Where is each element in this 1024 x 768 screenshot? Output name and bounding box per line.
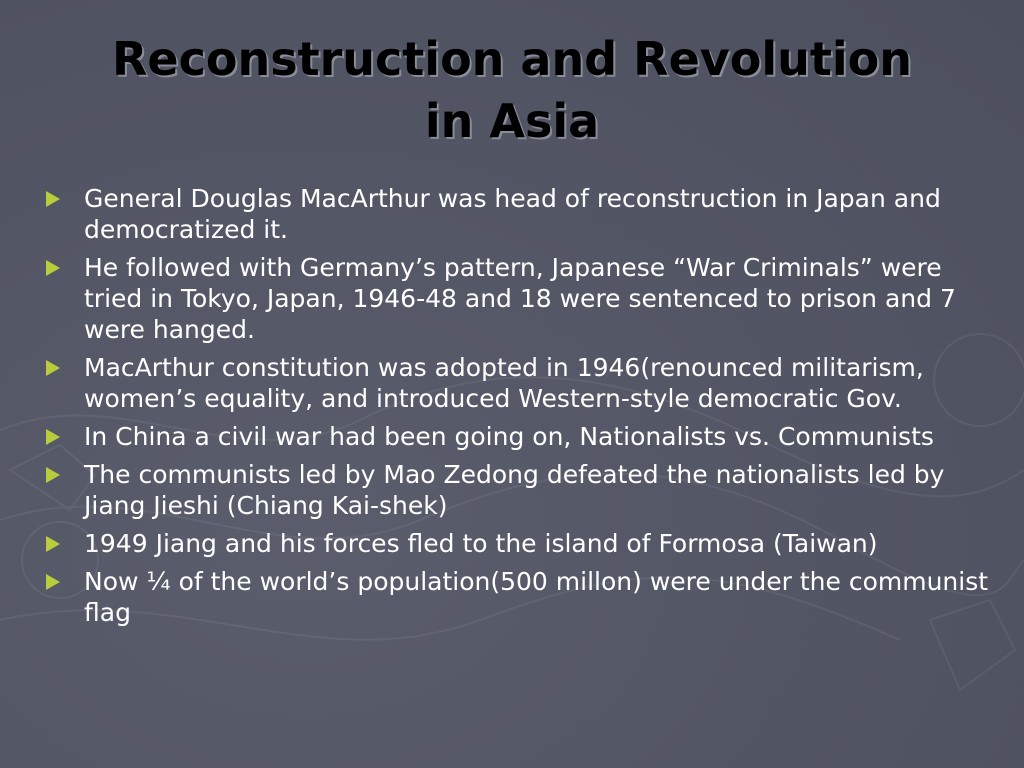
bullet-item (40, 566, 990, 628)
bullet-item (40, 252, 990, 345)
bullet-list (40, 183, 990, 635)
bullet-item (40, 459, 990, 521)
bullet-text: Now ¼ of the world’s population(500 millon) were under the communist flag (84, 567, 989, 627)
bullet-item (40, 528, 990, 559)
triangle-right-icon (46, 536, 60, 552)
bullet-text: The communists led by Mao Zedong defeated the nationalists led by Jiang Jieshi (Chiang Kai-shek) (84, 460, 945, 520)
triangle-right-icon (46, 191, 60, 207)
bullet-text: General Douglas MacArthur was head of reconstruction in Japan and democratized it. (84, 184, 941, 244)
bullet-text: In China a civil war had been going on, Nationalists vs. Communists (84, 422, 934, 451)
bullet-item (40, 352, 990, 414)
triangle-right-icon (46, 574, 60, 590)
bullet-item (40, 183, 990, 245)
bullet-text: 1949 Jiang and his forces fled to the island of Formosa (Taiwan) (84, 529, 878, 558)
triangle-right-icon (46, 260, 60, 276)
slide-title (40, 28, 984, 152)
triangle-right-icon (46, 429, 60, 445)
triangle-right-icon (46, 360, 60, 376)
slide-title-line-1: Reconstruction and Revolution (112, 32, 912, 86)
bullet-item (40, 421, 990, 452)
triangle-right-icon (46, 467, 60, 483)
bullet-text: He followed with Germany’s pattern, Japanese “War Criminals” were tried in Tokyo, Japan, 1946-48 and 18 were sentenced to prison and 7 were hanged. (84, 253, 956, 344)
slide-title-line-2: in Asia (424, 94, 600, 148)
bullet-text: MacArthur constitution was adopted in 1946(renounced militarism, women’s equality, and introduced Western-style democratic Gov. (84, 353, 924, 413)
